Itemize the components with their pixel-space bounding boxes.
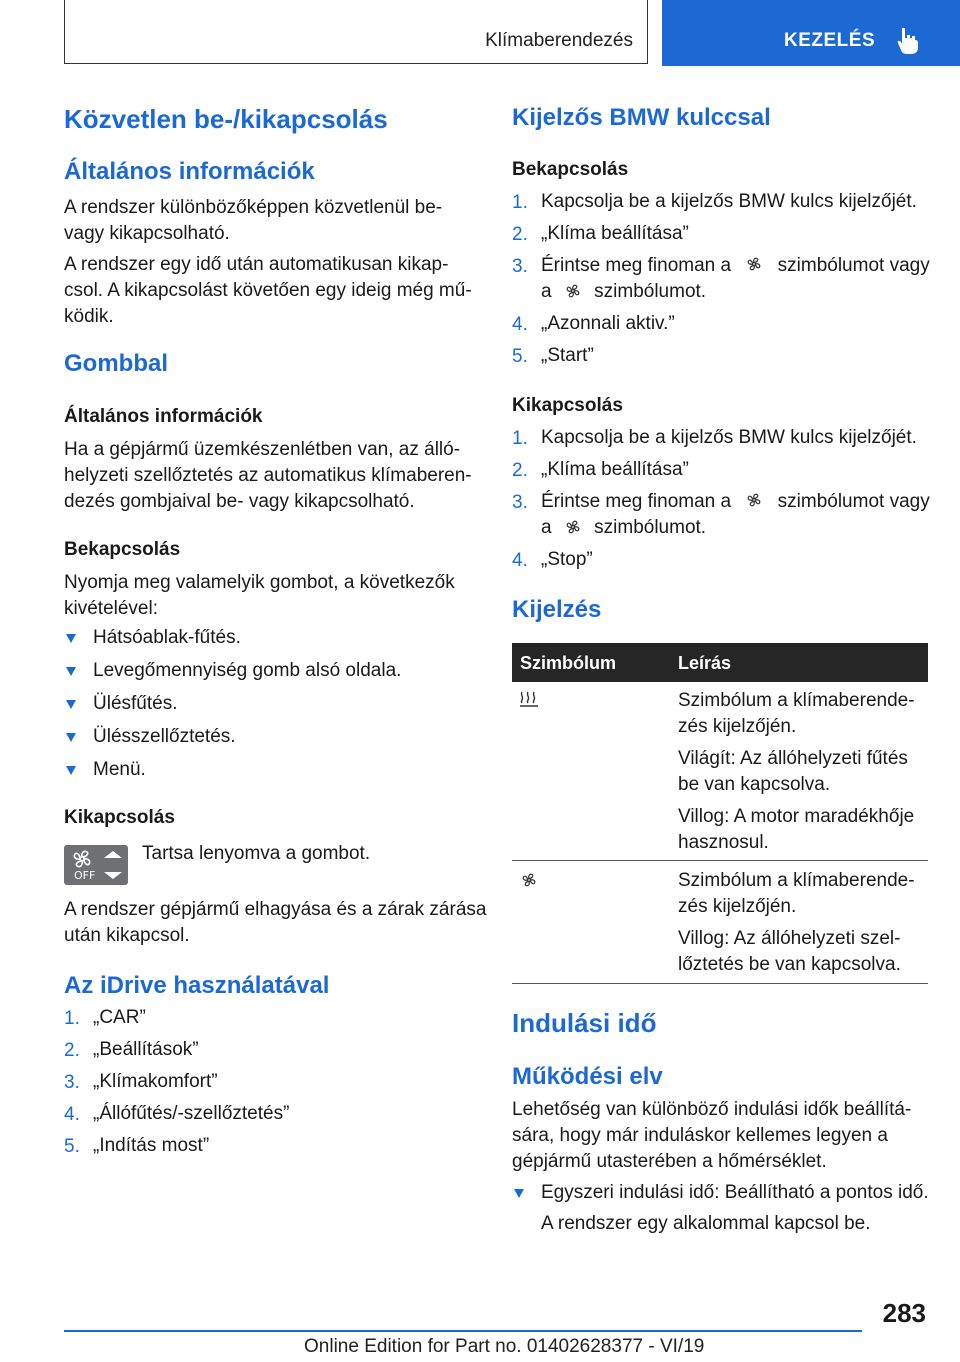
principle-heading: Működési elv: [512, 1063, 663, 1090]
table-row: Szimbólum a klímaberende- zés kijelzőjén. Villog: Az állóhelyzeti szel- lőztetés be van kapcsolva.: [678, 870, 915, 975]
switch-on-paragraph: Nyomja meg valamelyik gombot, a következők kivételével:: [64, 572, 455, 619]
fan-icon: [742, 490, 766, 510]
table-row: Szimbólum a klímaberende- zés kijelzőjén. Világít: Az állóhelyzeti fűtés be van kapcsolva. Villog: A motor maradékhője hasznosul.: [678, 690, 915, 853]
main-title: Közvetlen be-/kikapcsolás: [64, 104, 388, 134]
key-on-step: Kapcsolja be a kijelzős BMW kulcs kijelzőjét.: [541, 191, 917, 212]
heating-icon: [518, 690, 542, 710]
fan-flame-icon: [563, 282, 583, 300]
departure-heading: Indulási idő: [512, 1008, 657, 1038]
idrive-step: „Állófűtés/-szellőztetés”: [93, 1103, 290, 1124]
fan-off-button-image: [64, 845, 128, 885]
general-paragraph-1: A rendszer különbözőképpen közvetlenül be- vagy kikapcsolható.: [64, 197, 443, 244]
idrive-step: „CAR”: [93, 1007, 146, 1028]
idrive-step: „Indítás most”: [93, 1135, 210, 1156]
chapter-title: KEZELÉS: [784, 30, 876, 51]
section-title: Klímaberendezés: [485, 30, 633, 51]
key-on-step: „Start”: [541, 345, 594, 366]
idrive-step: „Beállítások”: [93, 1039, 199, 1060]
general-heading: Általános információk: [64, 158, 315, 185]
key-off-heading: Kikapcsolás: [512, 395, 623, 416]
key-on-step: Érintse meg finoman a szimbólumot vagy a szimbólumot.: [541, 255, 930, 302]
display-heading: Kijelzés: [512, 596, 602, 623]
bullet-triangle-icon: [514, 1189, 524, 1198]
departure-bullet-sub: A rendszer egy alkalommal kapcsol be.: [541, 1213, 871, 1234]
fan-icon: [742, 254, 766, 274]
bullet-triangle-icon: [66, 667, 76, 676]
key-heading: Kijelzős BMW kulccsal: [512, 104, 771, 131]
button-general-heading: Általános információk: [64, 406, 263, 427]
button-general-paragraph: Ha a gépjármű üzemkészenlétben van, az álló- helyzeti szellőztetés az automatikus klímaberen- dezés gombjaival be- vagy kikapcsolható.: [64, 439, 472, 512]
exception-item: Ülésfűtés.: [93, 693, 178, 714]
bullet-triangle-icon: [66, 700, 76, 709]
row-divider: [512, 983, 928, 984]
idrive-step: „Klímakomfort”: [93, 1071, 218, 1092]
exception-item: Levegőmennyiség gomb alsó oldala.: [93, 660, 402, 681]
off-label: OFF: [74, 869, 96, 882]
idrive-heading: Az iDrive használatával: [64, 972, 330, 999]
key-off-step: „Klíma beállítása”: [541, 459, 689, 480]
footer-divider: [64, 1330, 862, 1332]
key-off-step: „Stop”: [541, 549, 593, 570]
auto-off-paragraph: A rendszer gépjármű elhagyása és a zárak zárása után kikapcsol.: [64, 899, 487, 946]
exception-item: Hátsóablak-fűtés.: [93, 627, 241, 648]
button-heading: Gombbal: [64, 350, 169, 377]
key-on-step: „Klíma beállítása”: [541, 223, 689, 244]
header-section-box: [64, 0, 648, 64]
exception-item: Ülésszellőztetés.: [93, 726, 236, 747]
fan-icon: [518, 870, 540, 890]
switch-off-heading: Kikapcsolás: [64, 807, 175, 828]
fan-flame-icon: [563, 518, 583, 536]
exception-item: Menü.: [93, 759, 146, 780]
general-paragraph-2: A rendszer egy idő után automatikusan kikap- csol. A kikapcsolást követően egy ideig még mű- ködik.: [64, 254, 472, 327]
bullet-triangle-icon: [66, 766, 76, 775]
table-header: [512, 643, 928, 682]
col-description-header: Leírás: [678, 653, 732, 673]
key-off-step: Kapcsolja be a kijelzős BMW kulcs kijelzőjét.: [541, 427, 917, 448]
key-on-heading: Bekapcsolás: [512, 159, 629, 180]
switch-off-paragraph: Tartsa lenyomva a gombot.: [142, 843, 371, 864]
departure-bullet: Egyszeri indulási idő: Beállítható a pontos idő.: [541, 1182, 929, 1203]
bullet-triangle-icon: [66, 733, 76, 742]
footer-edition: Online Edition for Part no. 01402628377 - VI/19: [304, 1336, 705, 1357]
key-on-step: „Azonnali aktiv.”: [541, 313, 675, 334]
col-symbol-header: Szimbólum: [520, 653, 617, 673]
principle-paragraph: Lehetőség van különböző indulási idők beállítá- sára, hogy már induláskor kellemes legyen a gépjármű utasterében a hőmérséklet.: [512, 1099, 912, 1172]
page-number: 283: [882, 1298, 926, 1328]
switch-on-heading: Bekapcsolás: [64, 539, 181, 560]
row-divider: [512, 860, 928, 861]
chapter-tab: [662, 0, 960, 66]
key-off-step: Érintse meg finoman a szimbólumot vagy a szimbólumot.: [541, 491, 930, 538]
bullet-triangle-icon: [66, 634, 76, 643]
hand-pointer-icon: [896, 26, 920, 54]
